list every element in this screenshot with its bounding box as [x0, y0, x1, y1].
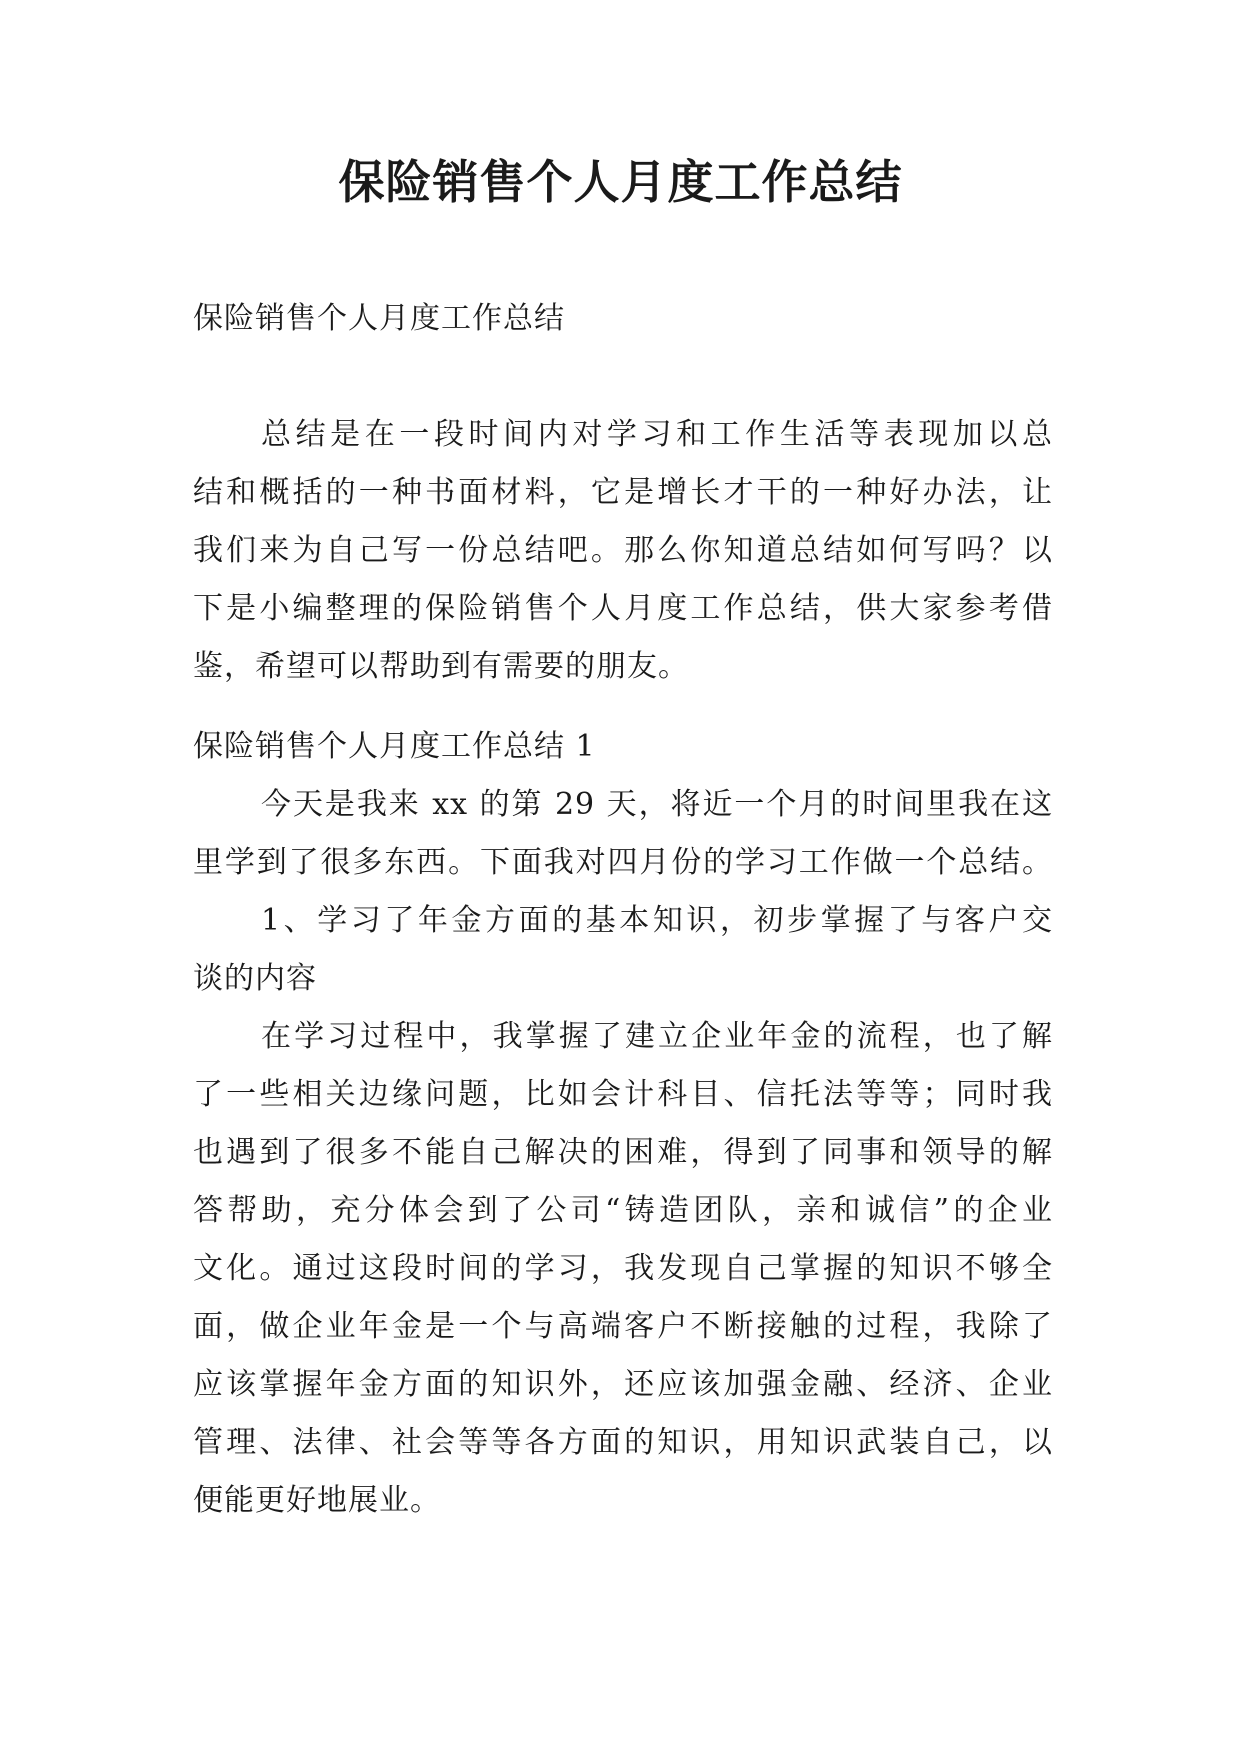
document-title: 保险销售个人月度工作总结: [338, 155, 903, 209]
paragraph-line: 应该掌握年金方面的知识外，还应该加强金融、经济、企业: [193, 1367, 1053, 1402]
paragraph-line: 管理、法律、社会等等各方面的知识，用知识武装自己，以: [193, 1425, 1053, 1460]
intro-paragraph: [193, 406, 1053, 696]
paragraph-line: 在学习过程中，我掌握了建立企业年金的流程，也了解: [261, 1019, 1053, 1054]
paragraph-line: 答帮助，充分体会到了公司“铸造团队，亲和诚信”的企业: [193, 1193, 1053, 1228]
paragraph-line: 了一些相关边缘问题，比如会计科目、信托法等等；同时我: [193, 1077, 1053, 1112]
paragraph-line: 文化。通过这段时间的学习，我发现自己掌握的知识不够全: [193, 1251, 1053, 1286]
paragraph-2: [193, 1008, 1053, 1530]
section-heading: 保险销售个人月度工作总结 1: [193, 729, 596, 764]
paragraph-1: [193, 776, 1053, 892]
paragraph-line: 谈的内容: [193, 961, 317, 996]
document-subtitle: 保险销售个人月度工作总结: [193, 301, 565, 336]
paragraph-line: 今天是我来 xx 的第 29 天，将近一个月的时间里我在这: [261, 787, 1053, 822]
paragraph-line: 鉴，希望可以帮助到有需要的朋友。: [193, 649, 689, 684]
point-1: [193, 892, 1053, 1008]
paragraph-line: 我们来为自己写一份总结吧。那么你知道总结如何写吗？以: [193, 533, 1053, 568]
paragraph-line: 结和概括的一种书面材料，它是增长才干的一种好办法，让: [193, 475, 1053, 510]
paragraph-line: 也遇到了很多不能自己解决的困难，得到了同事和领导的解: [193, 1135, 1053, 1170]
paragraph-line: 里学到了很多东西。下面我对四月份的学习工作做一个总结。: [193, 845, 1053, 880]
paragraph-line: 总结是在一段时间内对学习和工作生活等表现加以总: [261, 417, 1053, 452]
document-body: [193, 290, 1053, 1530]
paragraph-line: 下是小编整理的保险销售个人月度工作总结，供大家参考借: [193, 591, 1053, 626]
paragraph-line: 面，做企业年金是一个与高端客户不断接触的过程，我除了: [193, 1309, 1053, 1344]
paragraph-line: 便能更好地展业。: [193, 1483, 441, 1518]
paragraph-line: 1、学习了年金方面的基本知识，初步掌握了与客户交: [261, 903, 1053, 938]
